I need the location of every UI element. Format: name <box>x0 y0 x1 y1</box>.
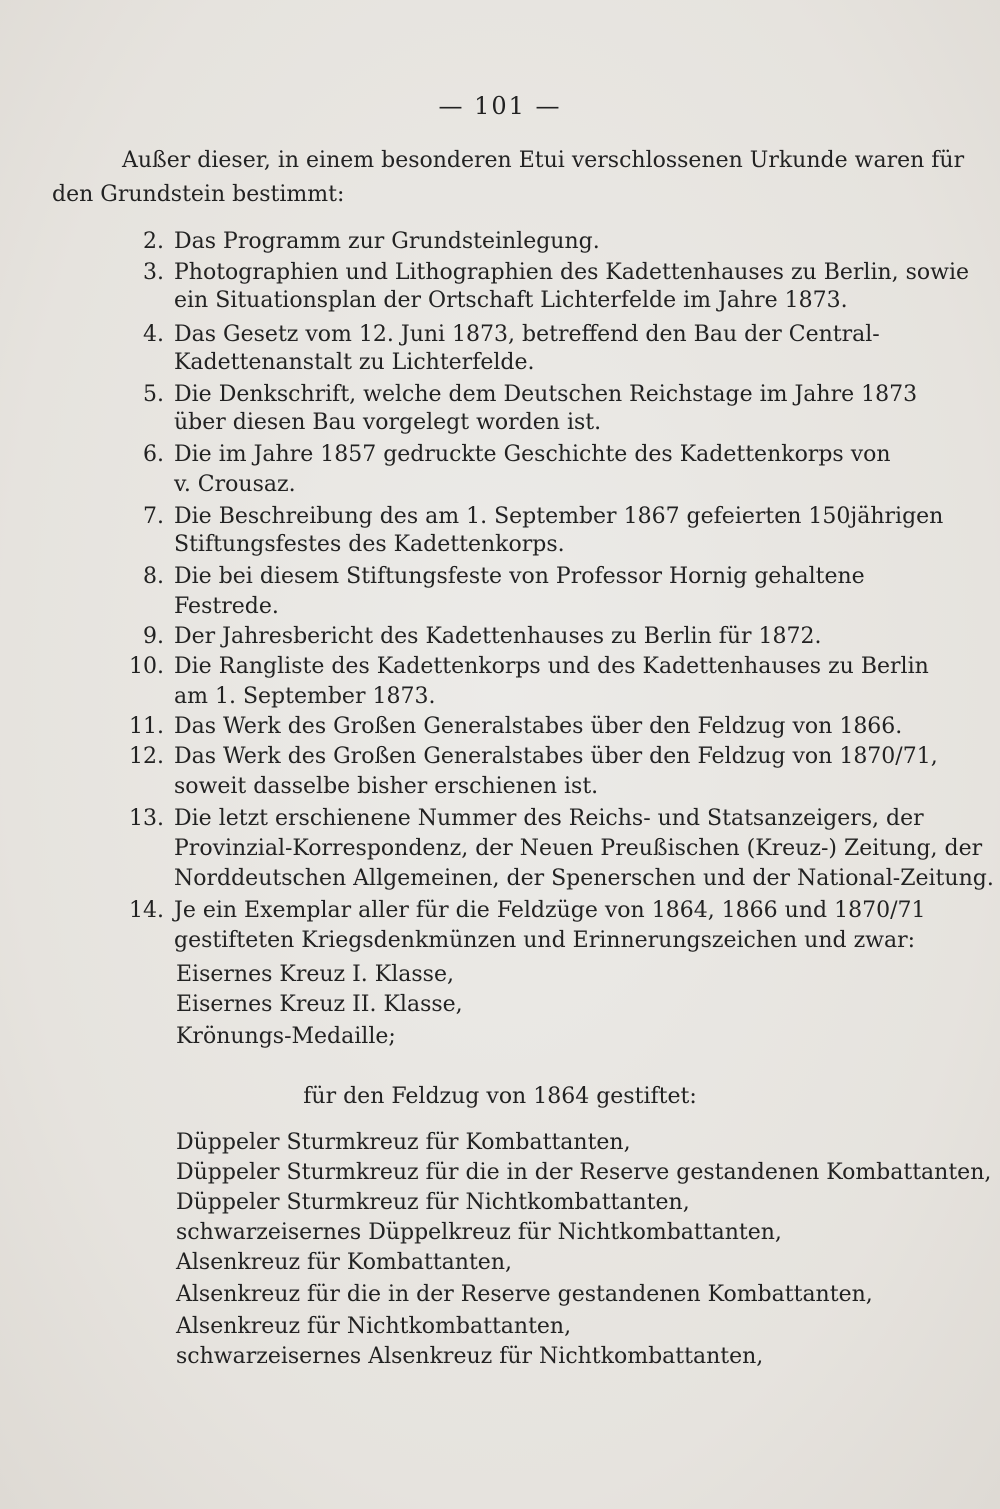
item-text: Die Denkschrift, welche dem Deutschen Reichstage im Jahre 1873 <box>174 382 918 407</box>
item-number: 11. <box>129 714 164 739</box>
item-number: 14. <box>129 898 164 923</box>
item-text: Das Programm zur Grundsteinlegung. <box>174 229 600 254</box>
item-number: 6. <box>143 442 164 467</box>
item-text: soweit dasselbe bisher erschienen ist. <box>174 774 599 799</box>
item-text: Provinzial-Korrespondenz, der Neuen Preußischen (Kreuz-) Zeitung, der <box>174 836 983 861</box>
item-number: 5. <box>143 382 164 407</box>
item-text: Festrede. <box>174 594 279 619</box>
item-text: Norddeutschen Allgemeinen, der Spenerschen und der National-Zeitung. <box>174 866 994 891</box>
item-number: 12. <box>129 744 164 769</box>
item-number: 4. <box>143 322 164 347</box>
award-entry: Alsenkreuz für Kombattanten, <box>176 1250 512 1275</box>
intro-line: den Grundstein bestimmt: <box>52 182 345 207</box>
item-text: gestifteten Kriegsdenkmünzen und Erinnerungszeichen und zwar: <box>174 928 916 953</box>
item-number: 2. <box>143 229 164 254</box>
item-text: Photographien und Lithographien des Kadettenhauses zu Berlin, sowie <box>174 260 970 285</box>
item-number: 7. <box>143 504 164 529</box>
item-text: Je ein Exemplar aller für die Feldzüge von 1864, 1866 und 1870/71 <box>174 898 926 923</box>
item-text: Das Werk des Großen Generalstabes über den Feldzug von 1866. <box>174 714 903 739</box>
item-text: über diesen Bau vorgelegt worden ist. <box>174 410 602 435</box>
item-text: Das Werk des Großen Generalstabes über den Feldzug von 1870/71, <box>174 744 938 769</box>
page-number: — 101 — <box>438 92 562 120</box>
item-text: Die im Jahre 1857 gedruckte Geschichte des Kadettenkorps von <box>174 442 891 467</box>
award-entry: Düppeler Sturmkreuz für Nichtkombattanten, <box>176 1190 690 1215</box>
item-number: 3. <box>143 260 164 285</box>
award-entry: Alsenkreuz für Nichtkombattanten, <box>176 1314 572 1339</box>
item-text: ein Situationsplan der Ortschaft Lichterfelde im Jahre 1873. <box>174 288 848 313</box>
item-text: Die Rangliste des Kadettenkorps und des Kadettenhauses zu Berlin <box>174 654 929 679</box>
item-number: 10. <box>129 654 164 679</box>
item-number: 8. <box>143 564 164 589</box>
item-text: Kadettenanstalt zu Lichterfelde. <box>174 350 535 375</box>
item-text: Der Jahresbericht des Kadettenhauses zu Berlin für 1872. <box>174 624 822 649</box>
item-number: 13. <box>129 806 164 831</box>
award-entry: Alsenkreuz für die in der Reserve gestandenen Kombattanten, <box>176 1282 873 1307</box>
section-heading-1864: für den Feldzug von 1864 gestiftet: <box>303 1084 697 1109</box>
award-entry: Düppeler Sturmkreuz für die in der Reserve gestandenen Kombattanten, <box>176 1160 992 1185</box>
item-text: Stiftungsfestes des Kadettenkorps. <box>174 532 565 557</box>
award-entry: Eisernes Kreuz I. Klasse, <box>176 962 454 987</box>
item-text: v. Crousaz. <box>174 472 296 497</box>
award-entry: Krönungs-Medaille; <box>176 1024 396 1049</box>
award-entry: schwarzeisernes Alsenkreuz für Nichtkombattanten, <box>176 1344 764 1369</box>
award-entry: Düppeler Sturmkreuz für Kombattanten, <box>176 1130 631 1155</box>
item-number: 9. <box>143 624 164 649</box>
item-text: Die Beschreibung des am 1. September 1867 gefeierten 150jährigen <box>174 504 944 529</box>
item-text: Die letzt erschienene Nummer des Reichs- und Statsanzeigers, der <box>174 806 924 831</box>
item-text: Die bei diesem Stiftungsfeste von Professor Hornig gehaltene <box>174 564 865 589</box>
award-entry: schwarzeisernes Düppelkreuz für Nichtkombattanten, <box>176 1220 782 1245</box>
item-text: am 1. September 1873. <box>174 684 436 709</box>
item-text: Das Gesetz vom 12. Juni 1873, betreffend den Bau der Central- <box>174 322 880 347</box>
award-entry: Eisernes Kreuz II. Klasse, <box>176 992 463 1017</box>
intro-line: Außer dieser, in einem besonderen Etui verschlossenen Urkunde waren für <box>122 148 965 173</box>
